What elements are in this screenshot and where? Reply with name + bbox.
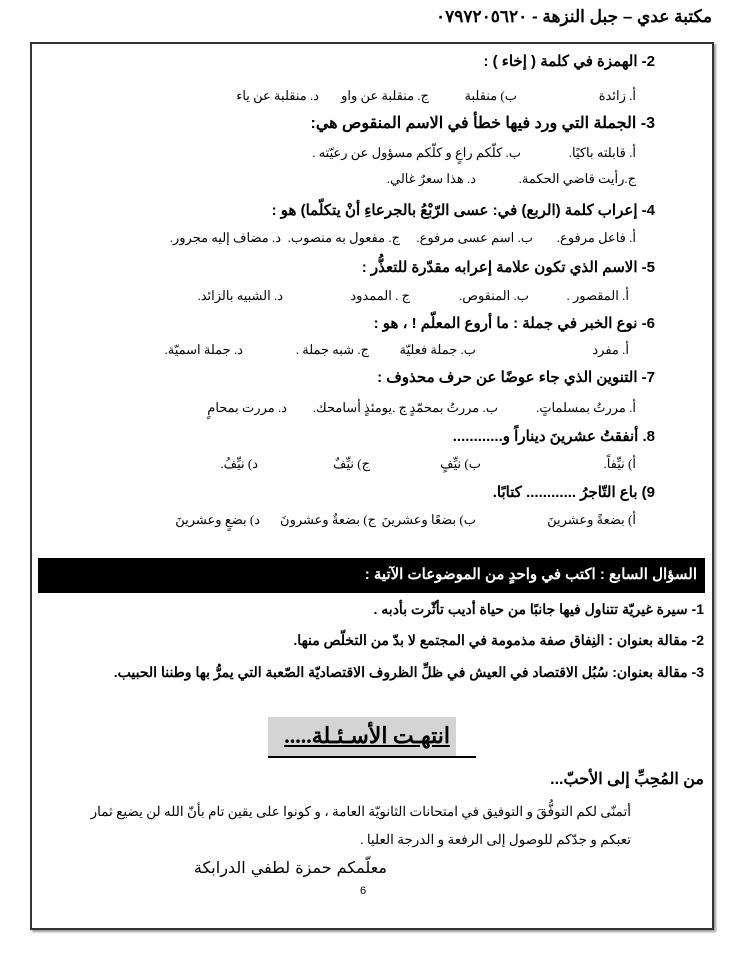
- option: ب. كلّكم راعٍ و كلّكم مسؤول عن رعيّته .: [312, 145, 521, 160]
- closing-line-2: تعبكم و جدّكم للوصول إلى الرفعة و الدرجة العليا .: [360, 832, 631, 847]
- section-7-title: السؤال السابع : اكتب في واحدٍ من الموضوعات الآتية :: [364, 566, 697, 583]
- option: أ. زائدة: [598, 88, 636, 103]
- option: ب. المنقوص.: [458, 288, 529, 303]
- option: ب) منقلبة: [464, 88, 517, 103]
- teacher-signature: معلّمكم حمزة لطفي الدرابكة: [193, 858, 387, 877]
- section-7-header-bar: [38, 558, 705, 593]
- option: ج. منقلبة عن واو: [341, 88, 429, 103]
- topic-item: 1- سيرة غيريّة تتناول فيها جانبًا من حياة أديب تأثّرت بأدبه .: [373, 601, 704, 617]
- closing-line-1: أتمنّى لكم التوفُّقَ و التوفيق في امتحانات الثانويّة العامة ، و كونوا على يقين تام بأنّ الله لن يضيع ثمار: [90, 804, 631, 819]
- question-8-title: 8. أنفقتُ عشرينَ ديناراً و............: [452, 428, 655, 445]
- page-header: مكتبة عدي – جبل النزهة - ٠٧٩٧٢٠٥٦٢٠: [435, 7, 712, 26]
- option: ب. اسم عسى مرفوع.: [416, 230, 533, 245]
- option: د. جملة اسميّة.: [164, 342, 243, 357]
- question-3-title: 3- الجملة التي ورد فيها خطأ في الاسم المنقوص هي:: [310, 115, 655, 132]
- topic-item: 2- مقالة بعنوان : النِفاق صفة مذمومة في المجتمع لا بدّ من التخلّص منها.: [293, 632, 704, 648]
- option: د. مررت بمحامٍ: [207, 400, 287, 415]
- option: ج.رأيت قاضي الحكمة.: [518, 171, 636, 186]
- end-of-questions-text: انتهـت الأسـئـلة.....: [284, 723, 450, 748]
- option: ج. مفعول به منصوب.: [287, 230, 400, 245]
- option: أ. مررتُ بمسلماتٍ.: [535, 400, 636, 415]
- closing-greeting: من المُحِبِّ إلى الأحبّ...: [550, 771, 704, 788]
- question-5-title: 5- الاسم الذي تكون علامة إعرابه مقدّرة للتعذُّر :: [361, 259, 655, 276]
- option: د. هذا سعرٌ غالي.: [386, 171, 476, 186]
- topic-item: 3- مقالة بعنوان: سُبُل الاقتصاد في العيش في ظلِّ الظروف الاقتصاديّة الصّعبة التي يمرُّ بها وطننا الحبيب.: [113, 664, 704, 680]
- option: د. منقلبة عن ياء: [236, 88, 319, 103]
- option: أ. فاعل مرفوع.: [556, 230, 636, 245]
- option: د) بضعٍ وعشرينَ: [175, 512, 260, 527]
- option: ج .يومئذٍ أسامحك.: [312, 400, 407, 415]
- option: أ) نيِّفاً.: [603, 456, 636, 471]
- question-7-title: 7- التنوين الذي جاء عوضًا عن حرف محذوف :: [377, 369, 655, 386]
- option: ب. مررتُ بمحمّدٍ .: [402, 400, 498, 415]
- option: ج) بضعةٌ وعشرونَ: [280, 512, 376, 527]
- question-6-title: 6- نوع الخبر في جملة : ما أروع المعلّم ! ، هو :: [373, 315, 655, 332]
- option: أ. المقصور .: [566, 288, 629, 303]
- question-2-title: 2- الهمزة في كلمة ( إخاء ) :: [483, 53, 655, 70]
- page-number: 6: [360, 885, 367, 897]
- option: ج) نيِّفٌ: [333, 456, 370, 471]
- option: ج . الممدود: [350, 288, 410, 303]
- end-underline: [268, 756, 476, 758]
- question-4-title: 4- إعراب كلمة (الربع) في: عسى الرّبْعُ بالجرعاءِ أنْ يتكلّما) هو :: [271, 202, 655, 219]
- end-of-questions-box: [268, 717, 456, 757]
- option: د. مضاف إليه مجرور.: [169, 230, 281, 245]
- option: د) نيِّفُ.: [220, 456, 258, 471]
- option: أ) بضعةً وعشرينَ: [547, 512, 636, 527]
- option: ب. جملة فعليّة: [399, 342, 476, 357]
- option: ب) بضعًا وعشرينَ: [381, 512, 476, 527]
- option: ج. شبه جملة .: [295, 342, 369, 357]
- option: أ. مفرد: [592, 342, 629, 357]
- question-9-title: 9) باع التّاجرُ ............ كتابًا.: [492, 484, 655, 501]
- option: ب) نيِّفٍ: [440, 456, 481, 471]
- option: أ. قابلته باكيًا.: [568, 145, 636, 160]
- option: د. الشبيه بالزائد.: [197, 288, 283, 303]
